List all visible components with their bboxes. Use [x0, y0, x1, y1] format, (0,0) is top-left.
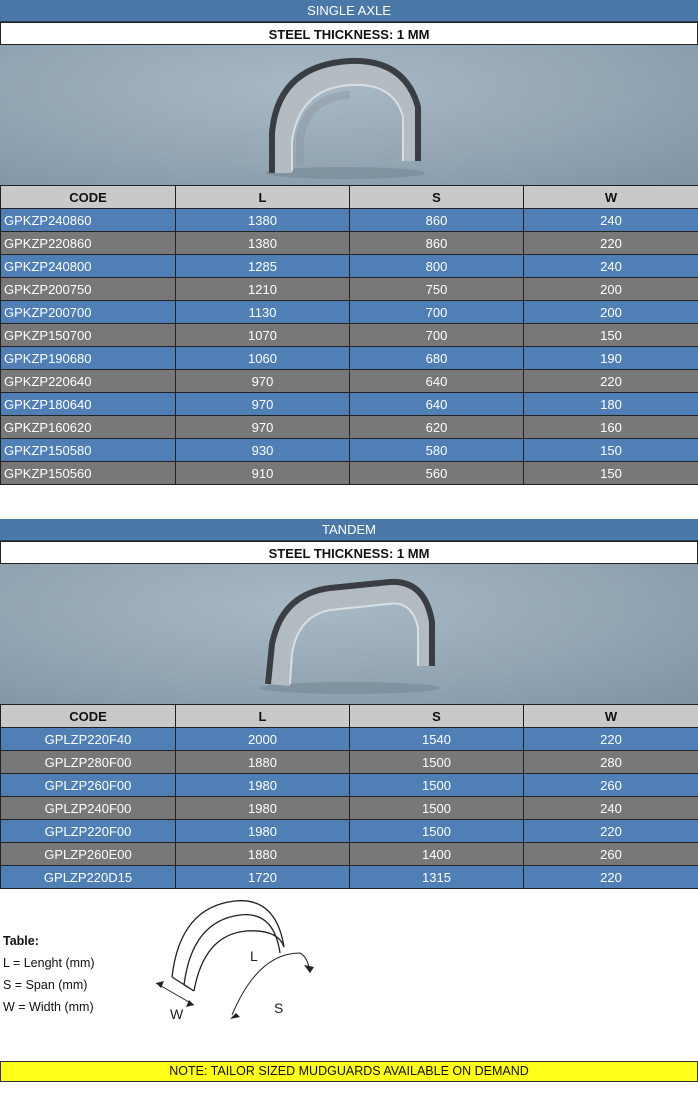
s-cell: 1540	[350, 728, 524, 751]
header-l: L	[176, 186, 350, 209]
dimension-legend	[3, 930, 95, 1018]
code-cell: GPLZP220F40	[1, 728, 176, 751]
code-cell: GPKZP180640	[1, 393, 176, 416]
legend-length: L = Lenght (mm)	[3, 956, 95, 970]
w-cell: 240	[524, 797, 698, 820]
code-cell: GPKZP160620	[1, 416, 176, 439]
table-row	[1, 393, 698, 416]
w-cell: 280	[524, 751, 698, 774]
w-cell: 150	[524, 439, 698, 462]
l-cell: 1070	[176, 324, 350, 347]
s-cell: 640	[350, 393, 524, 416]
code-cell: GPLZP260F00	[1, 774, 176, 797]
w-cell: 200	[524, 278, 698, 301]
table-row	[1, 324, 698, 347]
l-cell: 1880	[176, 843, 350, 866]
single-axle-table	[0, 185, 698, 485]
steel-thickness: STEEL THICKNESS: 1 MM	[0, 541, 698, 564]
code-cell: GPLZP220F00	[1, 820, 176, 843]
table-row	[1, 370, 698, 393]
code-cell: GPKZP220640	[1, 370, 176, 393]
l-cell: 1380	[176, 209, 350, 232]
table-header-row	[1, 186, 698, 209]
code-cell: GPKZP190680	[1, 347, 176, 370]
s-cell: 1315	[350, 866, 524, 889]
w-cell: 260	[524, 843, 698, 866]
l-cell: 970	[176, 370, 350, 393]
s-cell: 560	[350, 462, 524, 485]
l-cell: 1285	[176, 255, 350, 278]
header-s: S	[350, 705, 524, 728]
table-row	[1, 820, 698, 843]
table-row	[1, 278, 698, 301]
table-row	[1, 462, 698, 485]
w-cell: 160	[524, 416, 698, 439]
legend-width: W = Width (mm)	[3, 1000, 94, 1014]
table-header-row	[1, 705, 698, 728]
section-title: TANDEM	[0, 519, 698, 541]
s-cell: 860	[350, 232, 524, 255]
s-cell: 1500	[350, 820, 524, 843]
s-cell: 750	[350, 278, 524, 301]
code-cell: GPLZP280F00	[1, 751, 176, 774]
single-axle-mudguard-image	[0, 45, 698, 185]
table-row	[1, 866, 698, 889]
s-cell: 1500	[350, 751, 524, 774]
header-code: CODE	[1, 705, 176, 728]
legend-span: S = Span (mm)	[3, 978, 88, 992]
code-cell: GPKZP150560	[1, 462, 176, 485]
code-cell: GPKZP200750	[1, 278, 176, 301]
l-cell: 970	[176, 416, 350, 439]
header-code: CODE	[1, 186, 176, 209]
diagram-label-s: S	[274, 1000, 284, 1016]
tailor-sized-note: NOTE: TAILOR SIZED MUDGUARDS AVAILABLE ON DEMAND	[0, 1061, 698, 1082]
l-cell: 2000	[176, 728, 350, 751]
w-cell: 220	[524, 370, 698, 393]
l-cell: 970	[176, 393, 350, 416]
table-row	[1, 774, 698, 797]
code-cell: GPKZP240860	[1, 209, 176, 232]
header-l: L	[176, 705, 350, 728]
code-cell: GPLZP220D15	[1, 866, 176, 889]
code-cell: GPKZP150700	[1, 324, 176, 347]
table-row	[1, 255, 698, 278]
code-cell: GPKZP200700	[1, 301, 176, 324]
l-cell: 1060	[176, 347, 350, 370]
l-cell: 1980	[176, 797, 350, 820]
tandem-mudguard-image	[0, 564, 698, 704]
mudguard-dimension-diagram	[150, 895, 330, 1030]
table-row	[1, 209, 698, 232]
l-cell: 1130	[176, 301, 350, 324]
s-cell: 680	[350, 347, 524, 370]
s-cell: 1500	[350, 797, 524, 820]
s-cell: 700	[350, 301, 524, 324]
w-cell: 180	[524, 393, 698, 416]
s-cell: 860	[350, 209, 524, 232]
section-title: SINGLE AXLE	[0, 0, 698, 22]
s-cell: 640	[350, 370, 524, 393]
w-cell: 190	[524, 347, 698, 370]
table-row	[1, 751, 698, 774]
table-row	[1, 416, 698, 439]
s-cell: 1400	[350, 843, 524, 866]
header-w: W	[524, 705, 698, 728]
table-row	[1, 728, 698, 751]
table-row	[1, 232, 698, 255]
header-s: S	[350, 186, 524, 209]
code-cell: GPLZP260E00	[1, 843, 176, 866]
legend-title: Table:	[3, 934, 39, 948]
l-cell: 1980	[176, 774, 350, 797]
l-cell: 910	[176, 462, 350, 485]
s-cell: 800	[350, 255, 524, 278]
code-cell: GPKZP240800	[1, 255, 176, 278]
s-cell: 620	[350, 416, 524, 439]
diagram-label-w: W	[170, 1006, 184, 1022]
w-cell: 220	[524, 820, 698, 843]
single-axle-section	[0, 0, 698, 485]
code-cell: GPLZP240F00	[1, 797, 176, 820]
w-cell: 150	[524, 462, 698, 485]
w-cell: 150	[524, 324, 698, 347]
w-cell: 240	[524, 255, 698, 278]
code-cell: GPKZP220860	[1, 232, 176, 255]
steel-thickness: STEEL THICKNESS: 1 MM	[0, 22, 698, 45]
w-cell: 220	[524, 728, 698, 751]
diagram-label-l: L	[250, 948, 258, 964]
table-row	[1, 797, 698, 820]
w-cell: 200	[524, 301, 698, 324]
table-row	[1, 347, 698, 370]
w-cell: 240	[524, 209, 698, 232]
l-cell: 1880	[176, 751, 350, 774]
s-cell: 700	[350, 324, 524, 347]
w-cell: 220	[524, 232, 698, 255]
code-cell: GPKZP150580	[1, 439, 176, 462]
l-cell: 1720	[176, 866, 350, 889]
l-cell: 1380	[176, 232, 350, 255]
table-row	[1, 301, 698, 324]
s-cell: 580	[350, 439, 524, 462]
header-w: W	[524, 186, 698, 209]
table-row	[1, 843, 698, 866]
w-cell: 260	[524, 774, 698, 797]
w-cell: 220	[524, 866, 698, 889]
tandem-table	[0, 704, 698, 889]
l-cell: 1210	[176, 278, 350, 301]
tandem-section	[0, 519, 698, 889]
l-cell: 1980	[176, 820, 350, 843]
s-cell: 1500	[350, 774, 524, 797]
table-row	[1, 439, 698, 462]
l-cell: 930	[176, 439, 350, 462]
